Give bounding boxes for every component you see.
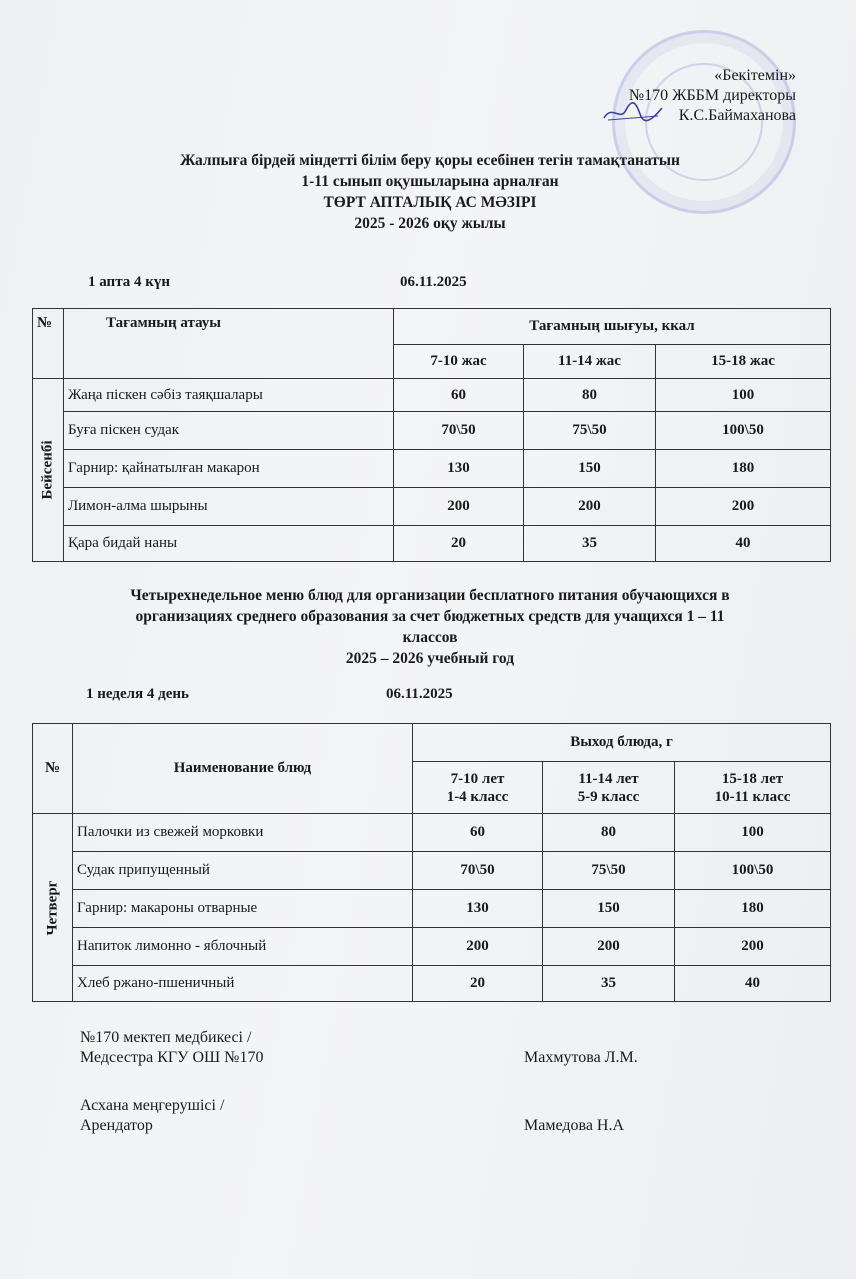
value-7-10: 70\50 <box>413 852 543 890</box>
value-15-18: 180 <box>656 450 831 488</box>
ru-title-line-2: организациях среднего образования за счет бюджетных средств для учащихся 1 – 11 <box>135 608 725 625</box>
kz-day-label: Бейсенбі <box>39 440 56 500</box>
ru-title-line-1: Четырехнедельное меню блюд для организации бесплатного питания обучающихся в <box>130 587 730 604</box>
nurse-name: Махмутова Л.М. <box>524 1049 638 1066</box>
nurse-signature-block <box>80 1028 263 1068</box>
ru-title-line-4: 2025 – 2026 учебный год <box>345 650 515 667</box>
value-15-18: 100 <box>656 379 831 412</box>
value-11-14: 200 <box>543 928 675 966</box>
value-15-18: 200 <box>675 928 831 966</box>
value-7-10: 70\50 <box>394 412 524 450</box>
value-7-10: 130 <box>413 890 543 928</box>
ru-heading <box>70 585 790 669</box>
value-11-14: 150 <box>524 450 656 488</box>
approval-director-name: К.С.Баймаханова <box>678 107 796 124</box>
table-row <box>33 450 831 488</box>
ru-menu-table <box>32 723 831 1002</box>
cook-signature-block <box>80 1096 224 1136</box>
kz-title-line-4: 2025 - 2026 оқу жылы <box>354 215 506 232</box>
ru-title-line-3: классов <box>402 629 458 646</box>
value-7-10: 60 <box>394 379 524 412</box>
table-row <box>33 526 831 562</box>
ru-age-15-18 <box>675 762 831 814</box>
nurse-title-kz: №170 мектеп медбикесі / <box>80 1029 252 1046</box>
dish-name: Қара бидай наны <box>64 526 394 562</box>
ru-col-dish-name: Наименование блюд <box>73 724 413 814</box>
table-row <box>33 928 831 966</box>
approval-title: «Бекітемін» <box>714 67 796 84</box>
kz-col-number: № <box>33 309 64 379</box>
kz-week-day: 1 апта 4 күн <box>88 274 171 290</box>
kz-col-output: Тағамның шығуы, ккал <box>394 309 831 345</box>
value-15-18: 180 <box>675 890 831 928</box>
dish-name: Палочки из свежей морковки <box>73 814 413 852</box>
value-7-10: 60 <box>413 814 543 852</box>
table-row <box>33 890 831 928</box>
kz-age-11-14: 11-14 жас <box>524 345 656 379</box>
ru-age-15-18-years: 15-18 лет <box>721 770 784 787</box>
kz-age-7-10: 7-10 жас <box>394 345 524 379</box>
value-7-10: 20 <box>413 966 543 1002</box>
ru-date: 06.11.2025 <box>386 686 453 702</box>
dish-name: Гарнир: қайнатылған макарон <box>64 450 394 488</box>
value-11-14: 35 <box>543 966 675 1002</box>
table-row <box>33 412 831 450</box>
dish-name: Хлеб ржано-пшеничный <box>73 966 413 1002</box>
dish-name: Жаңа піскен сәбіз таяқшалары <box>64 379 394 412</box>
kz-col-dish-name: Тағамның атауы <box>64 309 394 379</box>
dish-name: Буға піскен судак <box>64 412 394 450</box>
value-11-14: 35 <box>524 526 656 562</box>
dish-name: Гарнир: макароны отварные <box>73 890 413 928</box>
table-row <box>33 488 831 526</box>
ru-age-15-18-class: 10-11 класс <box>714 788 791 805</box>
kz-title-line-3: ТӨРТ АПТАЛЫҚ АС МӘЗІРІ <box>323 194 537 211</box>
ru-day-label: Четверг <box>44 880 60 935</box>
kz-menu-table <box>32 308 831 562</box>
cook-title-kz: Асхана меңгерушісі / <box>80 1097 225 1114</box>
table-row <box>33 379 831 412</box>
value-11-14: 75\50 <box>543 852 675 890</box>
ru-age-11-14-years: 11-14 лет <box>578 770 639 787</box>
dish-name: Лимон-алма шырыны <box>64 488 394 526</box>
ru-col-number: № <box>33 724 73 814</box>
table-row <box>33 852 831 890</box>
nurse-title-ru: Медсестра КГУ ОШ №170 <box>80 1049 264 1066</box>
value-15-18: 100\50 <box>675 852 831 890</box>
value-7-10: 130 <box>394 450 524 488</box>
ru-age-11-14 <box>543 762 675 814</box>
value-7-10: 20 <box>394 526 524 562</box>
kz-title-line-1: Жалпыға бірдей міндетті білім беру қоры есебінен тегін тамақтанатын <box>180 152 680 169</box>
approval-block <box>629 66 796 126</box>
value-15-18: 100\50 <box>656 412 831 450</box>
kz-title-line-2: 1-11 сынып оқушыларына арналған <box>301 173 559 190</box>
ru-age-11-14-class: 5-9 класс <box>577 788 640 805</box>
value-15-18: 40 <box>675 966 831 1002</box>
value-15-18: 40 <box>656 526 831 562</box>
ru-age-7-10-years: 7-10 лет <box>450 770 505 787</box>
approval-position: №170 ЖББМ директоры <box>628 87 796 104</box>
dish-name: Судак припущенный <box>73 852 413 890</box>
kz-day-cell <box>33 379 64 562</box>
value-15-18: 200 <box>656 488 831 526</box>
cook-title-ru: Арендатор <box>80 1117 153 1134</box>
value-7-10: 200 <box>394 488 524 526</box>
dish-name: Напиток лимонно - яблочный <box>73 928 413 966</box>
value-11-14: 80 <box>543 814 675 852</box>
ru-age-7-10-class: 1-4 класс <box>446 788 509 805</box>
kz-date: 06.11.2025 <box>400 274 467 290</box>
ru-age-7-10 <box>413 762 543 814</box>
ru-col-output: Выход блюда, г <box>413 724 831 762</box>
ru-week-day: 1 неделя 4 день <box>86 686 189 702</box>
ru-day-cell <box>33 814 73 1002</box>
value-7-10: 200 <box>413 928 543 966</box>
value-11-14: 200 <box>524 488 656 526</box>
kz-heading <box>60 150 800 234</box>
table-row <box>33 814 831 852</box>
value-11-14: 80 <box>524 379 656 412</box>
kz-age-15-18: 15-18 жас <box>656 345 831 379</box>
value-15-18: 100 <box>675 814 831 852</box>
value-11-14: 150 <box>543 890 675 928</box>
value-11-14: 75\50 <box>524 412 656 450</box>
cook-name: Мамедова Н.А <box>524 1117 625 1134</box>
table-row <box>33 966 831 1002</box>
